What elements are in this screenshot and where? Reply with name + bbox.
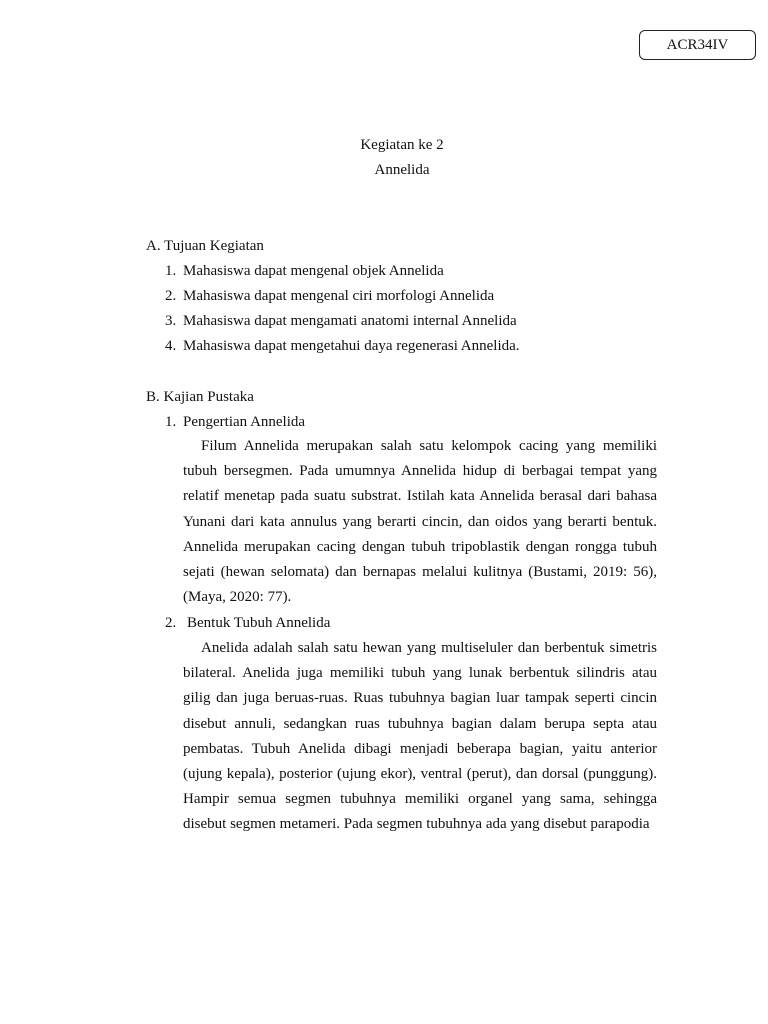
- list-item: Mahasiswa dapat mengenal objek Annelida: [183, 263, 444, 279]
- subsection-paragraph: Anelida adalah salah satu hewan yang multiseluler dan berbentuk simetris bilateral. Anelida juga memiliki tubuh yang lunak berbentuk silindris atau gilig dan juga beruas-ruas. Ruas tubuhnya bagian luar tampak seperti cincin disebut annuli, sedangkan ruas tubuhnya bagian dalam berupa septa atau pembatas. Tubuh Anelida dibagi menjadi beberapa bagian, yaitu anterior (ujung kepala), posterior (ujung ekor), ventral (perut), dan dorsal (punggung). Hampir semua segmen tubuhnya memiliki organel yang sama, sehingga disebut segmen metameri. Pada segmen tubuhnya ada yang disebut parapodia: [183, 640, 657, 833]
- section-b-heading: B. Kajian Pustaka: [146, 389, 254, 405]
- list-item-number: 3.: [165, 313, 177, 329]
- subsection-number: 1.: [165, 414, 177, 430]
- list-item: Mahasiswa dapat mengetahui daya regenerasi Annelida.: [183, 338, 520, 354]
- list-item-number: 4.: [165, 338, 177, 354]
- list-item: Mahasiswa dapat mengenal ciri morfologi Annelida: [183, 288, 495, 304]
- document-code-box: [639, 30, 756, 60]
- topic-title: Annelida: [374, 162, 430, 178]
- list-item-number: 2.: [165, 288, 177, 304]
- subsection-number: 2.: [165, 615, 177, 631]
- activity-title: Kegiatan ke 2: [360, 137, 444, 153]
- list-item-number: 1.: [165, 263, 177, 279]
- section-a-heading: A. Tujuan Kegiatan: [146, 238, 264, 254]
- subsection-title: Pengertian Annelida: [183, 414, 306, 430]
- subsection-paragraph: Filum Annelida merupakan salah satu kelompok cacing yang memiliki tubuh bersegmen. Pada umumnya Annelida hidup di berbagai tempat yang relatif menetap pada suatu substrat. Istilah kata Annelida berasal dari bahasa Yunani dari kata annulus yang berarti cincin, dan oidos yang berarti bentuk. Annelida merupakan cacing dengan tubuh tripoblastik dengan rongga tubuh sejati (hewan selomata) dan bernapas melalui kulitnya (Bustami, 2019: 56), (Maya, 2020: 77).: [183, 438, 657, 606]
- document-code: ACR34IV: [666, 36, 729, 53]
- subsection-title: Bentuk Tubuh Annelida: [187, 615, 331, 631]
- list-item: Mahasiswa dapat mengamati anatomi internal Annelida: [183, 313, 517, 329]
